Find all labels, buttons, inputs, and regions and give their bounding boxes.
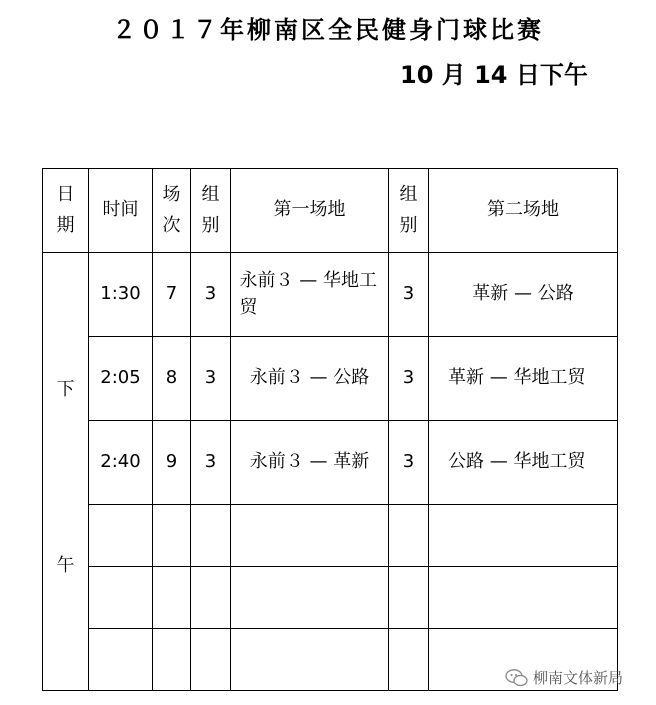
field2-cell: 公路 — 华地工贸 <box>429 421 618 505</box>
field2-cell: 革新 — 华地工贸 <box>429 337 618 421</box>
field1-cell: 永前３ — 革新 <box>231 421 389 505</box>
time-cell: 2:40 <box>89 421 153 505</box>
match-cell: 8 <box>153 337 191 421</box>
header-field2: 第二场地 <box>429 169 618 253</box>
header-time: 时间 <box>89 169 153 253</box>
period-cell <box>43 253 89 691</box>
group2-cell: 3 <box>389 253 429 337</box>
table-row <box>43 337 618 421</box>
watermark <box>505 667 623 688</box>
account-name: 柳南文体新局 <box>533 669 624 687</box>
group2-cell: 3 <box>389 337 429 421</box>
header-row <box>43 169 618 253</box>
event-date: 10 月 14 日下午 <box>400 61 588 89</box>
group1-cell: 3 <box>191 253 231 337</box>
group1-cell: 3 <box>191 421 231 505</box>
period-top: 下 <box>56 379 75 400</box>
table-row <box>43 421 618 505</box>
table-row <box>43 253 618 337</box>
match-cell: 7 <box>153 253 191 337</box>
header-date: 日期 <box>43 169 89 253</box>
empty-row <box>43 567 618 629</box>
header-group: 组别 <box>191 169 231 253</box>
match-cell: 9 <box>153 421 191 505</box>
field2-cell: 革新 — 公路 <box>429 253 618 337</box>
header-field1: 第一场地 <box>231 169 389 253</box>
wechat-icon <box>505 669 529 687</box>
field1-cell: 永前３ — 公路 <box>231 337 389 421</box>
page-title: ２０１７年柳南区全民健身门球比赛 <box>112 16 544 44</box>
time-cell: 1:30 <box>89 253 153 337</box>
header-match: 场次 <box>153 169 191 253</box>
header-group2: 组别 <box>389 169 429 253</box>
field1-cell: 永前３ — 华地工贸 <box>231 253 389 337</box>
empty-row <box>43 505 618 567</box>
schedule-table <box>42 168 618 691</box>
group2-cell: 3 <box>389 421 429 505</box>
time-cell: 2:05 <box>89 337 153 421</box>
group1-cell: 3 <box>191 337 231 421</box>
period-bottom: 午 <box>56 555 75 577</box>
